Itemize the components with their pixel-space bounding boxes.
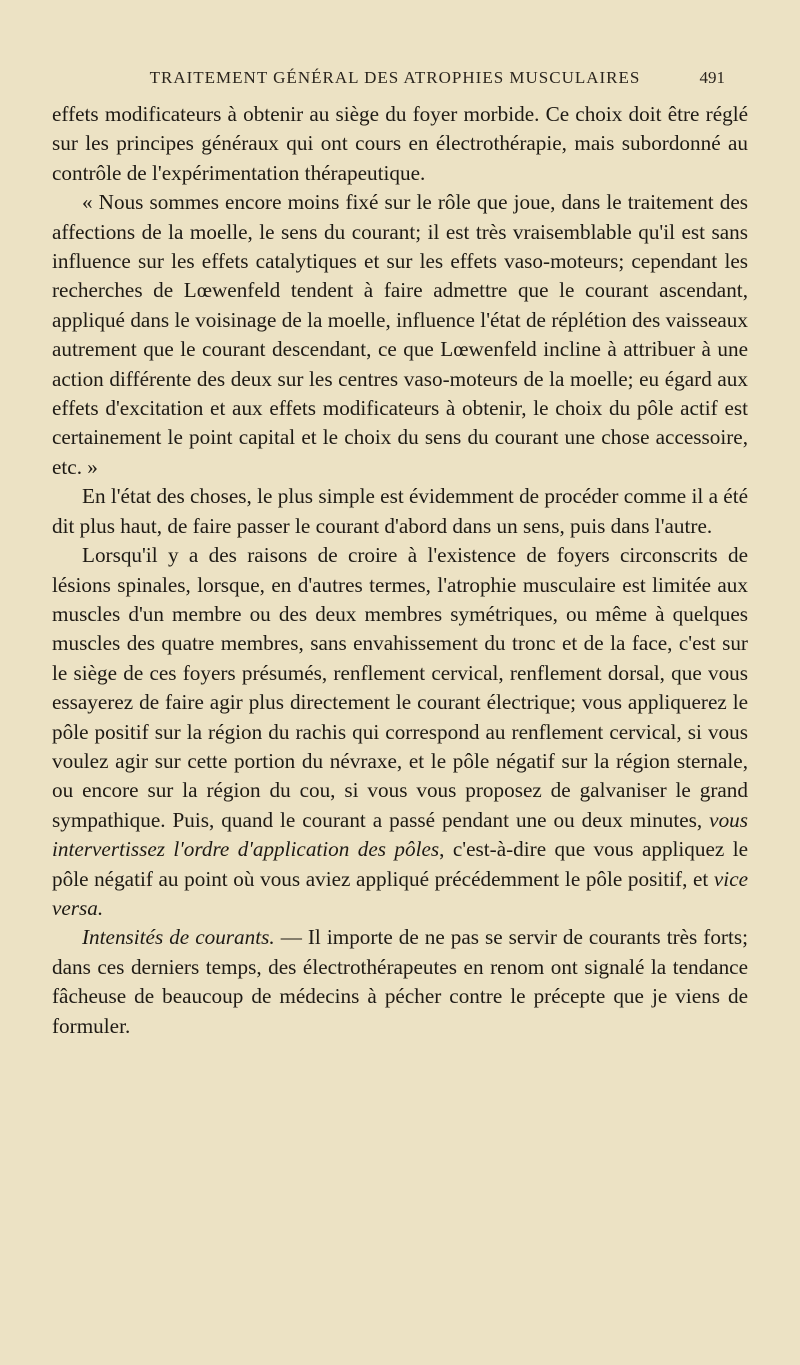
page-number: 491 (699, 68, 725, 87)
section-heading-intensites: Intensités de courants. (82, 925, 275, 950)
running-title: TRAITEMENT GÉNÉRAL DES ATROPHIES MUSCULAIRES (149, 68, 641, 87)
paragraph-4-italic-a: vous intervertissez l'ordre d'application des pôles (52, 807, 749, 862)
paragraph-1: effets modificateurs à obtenir au siège du foyer morbide. Ce choix doit être réglé sur les principes généraux qui ont cours en électrothérapie, mais subordonné au contrôle de l'expérimentation thérapeutique. (52, 102, 748, 185)
paragraph-2-quote: « Nous sommes encore moins fixé sur le rôle que joue, dans le traitement des affections de la moelle, le sens du courant; il est très vraisemblable qu'il est sans influence sur les effets catalytiques et sur les effets vaso-moteurs; cependant les recherches de Lœwenfeld tendent à faire admettre que le courant ascendant, appliqué dans le voisinage de la moelle, influence l'état de réplétion des vaisseaux autrement que le courant descendant, ce que Lœwenfeld incline à attribuer à une action différente des deux sur les centres vaso-moteurs de la moelle; eu égard aux effets d'excitation et aux effets modificateurs à obtenir, le choix du pôle actif est certainement le point capital et le choix du sens du courant une chose accessoire, etc. » (52, 190, 748, 479)
paragraph-3: En l'état des choses, le plus simple est évidemment de procéder comme il a été dit plus haut, de faire passer le courant d'abord dans un sens, puis dans l'autre. (52, 484, 748, 538)
paragraph-4 (52, 541, 748, 923)
paragraph-5 (52, 923, 748, 1041)
page-header (105, 64, 725, 92)
paragraph-4-text-a: Lorsqu'il y a des raisons de croire à l'existence de foyers circonscrits de lésions spinales, lorsque, en d'autres termes, l'atrophie musculaire est limitée aux muscles d'un membre ou des deux membres symétriques, ou même à quelques muscles des quatre membres, sans envahissement du tronc et de la face, c'est sur le siège de ces foyers présumés, renflement cervical, renflement dorsal, que vous essayerez de faire agir plus directement le courant électrique; vous appliquerez le pôle positif sur la région du rachis qui correspond au renflement cervical, si vous voulez agir sur cette portion du névraxe, et le pôle négatif sur la région sternale, ou encore sur la région du cou, si vous vous proposez de galvaniser le grand sympathique. Puis, quand le courant a passé pendant une ou deux minutes, (52, 543, 748, 832)
paragraph-5-text: — Il importe de ne pas se servir de courants très forts; dans ces derniers temps, des électrothérapeutes en renom ont signalé la tendance fâcheuse de beaucoup de médecins à pécher contre le précepte que je viens de formuler. (52, 925, 749, 1038)
paragraph-4-italic-b: vice versa. (52, 866, 749, 920)
paragraph-4-text-b: , c'est-à-dire que vous appliquez le pôle négatif au point où vous aviez appliqué précédemment le pôle positif, et (52, 837, 749, 891)
body-text (52, 100, 748, 1041)
